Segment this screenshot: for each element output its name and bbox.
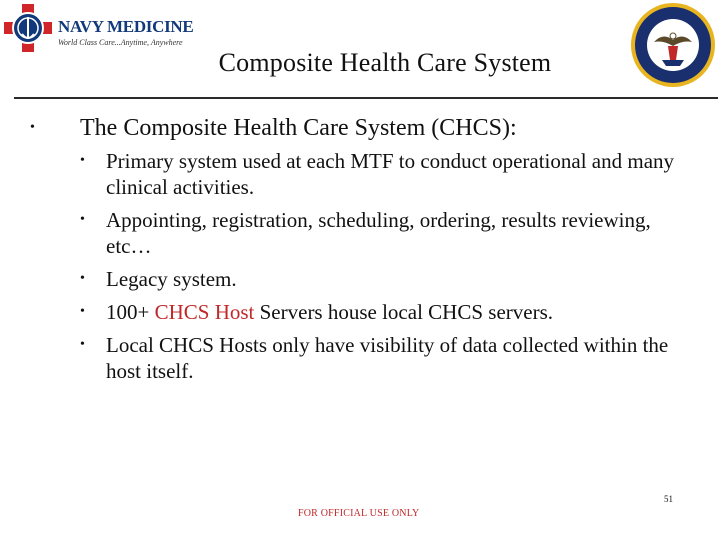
classification-footer: FOR OFFICIAL USE ONLY — [298, 508, 420, 519]
bullet-icon: • — [30, 120, 35, 135]
page-number: 51 — [664, 494, 673, 504]
chcs-host-highlight: CHCS Host — [154, 300, 255, 324]
slide-title: Composite Health Care System — [218, 48, 552, 77]
logo-name: NAVY MEDICINE — [58, 17, 194, 36]
bullet-icon: • — [80, 304, 85, 319]
sub-bullet-text: Local CHCS Hosts only have visibility of data collected within the host itself. — [106, 333, 669, 383]
navy-medicine-logo — [4, 4, 194, 52]
sub-bullet — [80, 207, 686, 259]
bullet-icon: • — [80, 337, 85, 352]
title-divider — [14, 97, 718, 99]
sub-bullet — [80, 266, 686, 292]
navy-medicine-emblem-icon — [4, 4, 52, 52]
main-bullet — [30, 112, 700, 384]
slide-content — [30, 112, 700, 391]
sub-bullet-text-suffix: Servers house local CHCS servers. — [254, 300, 553, 324]
sub-bullet — [80, 299, 686, 325]
sub-bullet-list — [80, 148, 700, 384]
sub-bullet-text-prefix: 100+ — [106, 300, 155, 324]
sub-bullet-text: Primary system used at each MTF to conduct operational and many clinical activities. — [106, 149, 675, 199]
sub-bullet-text: Legacy system. — [106, 267, 237, 291]
logo-tagline: World Class Care...Anytime, Anywhere — [58, 38, 183, 47]
main-bullet-text: The Composite Health Care System (CHCS): — [80, 115, 517, 141]
bullet-icon: • — [80, 153, 85, 168]
sub-bullet-text: Appointing, registration, scheduling, ordering, results reviewing, etc… — [106, 208, 651, 258]
bullet-icon: • — [80, 271, 85, 286]
sub-bullet — [80, 148, 686, 200]
sub-bullet — [80, 332, 686, 384]
bullet-icon: • — [80, 212, 85, 227]
